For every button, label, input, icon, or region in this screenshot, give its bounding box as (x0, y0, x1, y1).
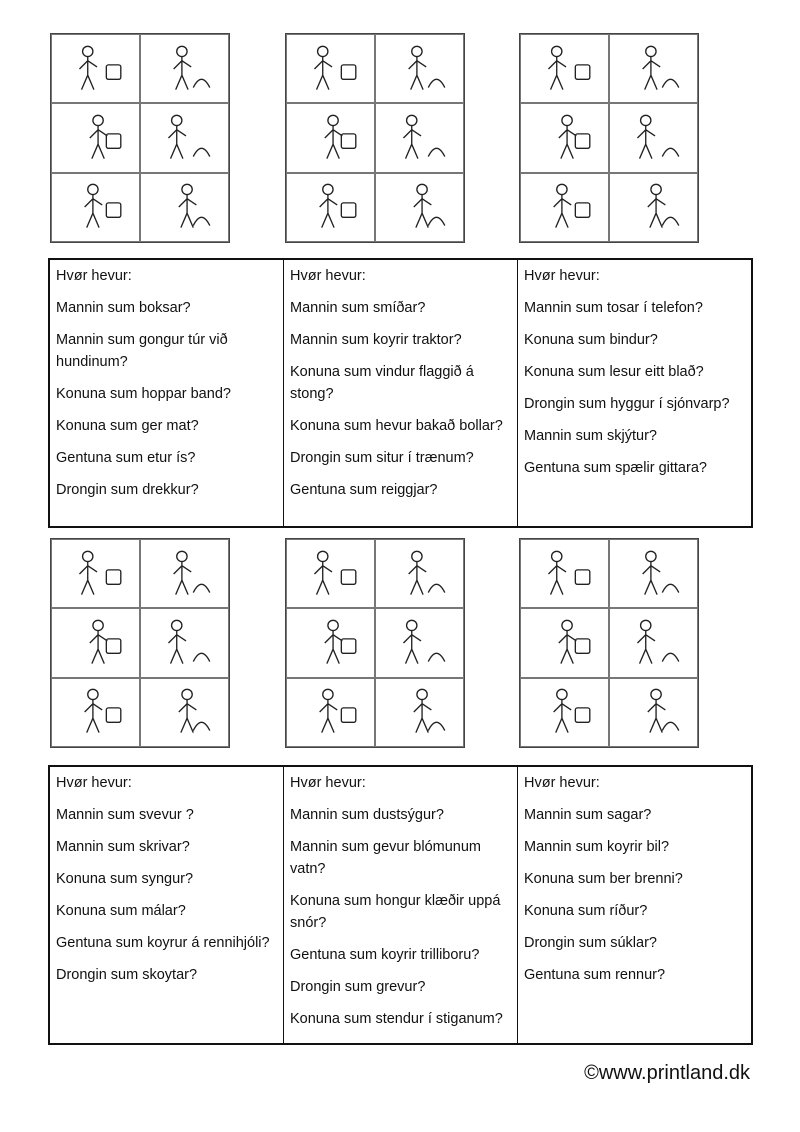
boy-drinking-illustration (140, 173, 229, 242)
woman-painting-illustration (140, 608, 229, 677)
boy-in-tree-illustration (286, 173, 375, 242)
question-item: Gentuna sum spælir gittara? (524, 460, 707, 476)
question-item: Mannin sum koyrir bil? (524, 839, 670, 855)
question-item: Mannin sum tosar í telefon? (524, 300, 703, 316)
woman-baking-buns-illustration (375, 103, 464, 172)
girl-eating-ice-cream-illustration (51, 173, 140, 242)
question-item: Konuna sum vindur flaggið á stong? (290, 364, 474, 402)
question-item: Konuna sum ríður? (524, 903, 648, 919)
picture-grid-1 (50, 33, 230, 243)
column-header: Hvør hevur: (56, 268, 132, 284)
woman-carrying-firewood-illustration (520, 608, 609, 677)
question-column (284, 260, 518, 526)
question-item: Konuna sum lesur eitt blað? (524, 364, 704, 380)
man-on-telephone-illustration (520, 34, 609, 103)
question-table-2 (48, 765, 753, 1045)
question-item: Mannin sum sagar? (524, 807, 652, 823)
question-item: Drongin sum situr í trænum? (290, 450, 474, 466)
man-driving-car-illustration (609, 539, 698, 608)
girl-running-illustration (609, 678, 698, 747)
girl-playing-guitar-illustration (609, 173, 698, 242)
woman-raising-flag-illustration (286, 103, 375, 172)
question-item: Drongin sum drekkur? (56, 482, 199, 498)
question-item: Konuna sum málar? (56, 903, 186, 919)
woman-cooking-illustration (140, 103, 229, 172)
woman-singing-illustration (51, 608, 140, 677)
question-item: Mannin sum smíðar? (290, 300, 426, 316)
woman-reading-newspaper-illustration (520, 103, 609, 172)
picture-grid-6 (519, 538, 699, 748)
woman-skipping-rope-illustration (51, 103, 140, 172)
column-header: Hvør hevur: (56, 775, 132, 791)
column-header: Hvør hevur: (290, 268, 366, 284)
question-item: Gentuna sum etur ís? (56, 450, 196, 466)
man-writing-illustration (140, 539, 229, 608)
man-walking-dog-illustration (140, 34, 229, 103)
question-item: Konuna sum ber brenni? (524, 871, 683, 887)
question-item: Konuna sum hongur klæðir uppá snór? (290, 893, 501, 931)
question-item: Gentuna sum koyrir trilliboru? (290, 947, 480, 963)
question-item: Mannin sum svevur ? (56, 807, 194, 823)
question-item: Drongin sum hyggur í sjónvarp? (524, 396, 730, 412)
woman-riding-horse-illustration (609, 608, 698, 677)
woman-knitting-illustration (609, 103, 698, 172)
question-item: Konuna sum hevur bakað bollar? (290, 418, 503, 434)
question-item: Gentuna sum koyrur á rennihjóli? (56, 935, 270, 951)
question-item: Drongin sum skoytar? (56, 967, 198, 983)
column-header: Hvør hevur: (524, 268, 600, 284)
girl-on-scooter-illustration (51, 678, 140, 747)
question-table-1 (48, 258, 753, 528)
girl-pushing-wheelbarrow-illustration (375, 678, 464, 747)
picture-grid-5 (285, 538, 465, 748)
question-column (518, 767, 751, 1043)
question-item: Mannin sum boksar? (56, 300, 191, 316)
boy-skating-illustration (140, 678, 229, 747)
question-column (518, 260, 751, 526)
man-sleeping-illustration (51, 539, 140, 608)
question-item: Konuna sum hoppar band? (56, 386, 231, 402)
man-woodworking-illustration (286, 34, 375, 103)
question-item: Konuna sum stendur í stiganum? (290, 1011, 503, 1027)
boy-digging-illustration (286, 678, 375, 747)
question-item: Drongin sum súklar? (524, 935, 657, 951)
picture-grid-4 (50, 538, 230, 748)
question-item: Konuna sum ger mat? (56, 418, 199, 434)
question-item: Gentuna sum rennur? (524, 967, 666, 983)
girl-on-swing-illustration (375, 173, 464, 242)
column-header: Hvør hevur: (290, 775, 366, 791)
person-boxing-bag-illustration (51, 34, 140, 103)
man-watering-flowers-illustration (375, 539, 464, 608)
question-item: Drongin sum grevur? (290, 979, 426, 995)
question-item: Mannin sum koyrir traktor? (290, 332, 462, 348)
question-item: Konuna sum syngur? (56, 871, 194, 887)
question-item: Mannin sum skjýtur? (524, 428, 657, 444)
question-column (50, 767, 284, 1043)
man-vacuuming-illustration (286, 539, 375, 608)
man-shooting-illustration (609, 34, 698, 103)
question-column (284, 767, 518, 1043)
picture-grid-3 (519, 33, 699, 243)
copyright-footer: ©www.printland.dk (584, 1062, 750, 1084)
picture-grid-2 (285, 33, 465, 243)
question-item: Mannin sum dustsýgur? (290, 807, 444, 823)
question-item: Gentuna sum reiggjar? (290, 482, 438, 498)
man-driving-tractor-illustration (375, 34, 464, 103)
boy-cycling-illustration (520, 678, 609, 747)
question-item: Mannin sum gongur túr við hundinum? (56, 332, 228, 370)
woman-on-ladder-illustration (375, 608, 464, 677)
question-item: Konuna sum bindur? (524, 332, 658, 348)
boy-watching-tv-illustration (520, 173, 609, 242)
column-header: Hvør hevur: (524, 775, 600, 791)
question-item: Mannin sum gevur blómunum vatn? (290, 839, 482, 877)
woman-hanging-laundry-illustration (286, 608, 375, 677)
question-column (50, 260, 284, 526)
man-sawing-illustration (520, 539, 609, 608)
question-item: Mannin sum skrivar? (56, 839, 190, 855)
